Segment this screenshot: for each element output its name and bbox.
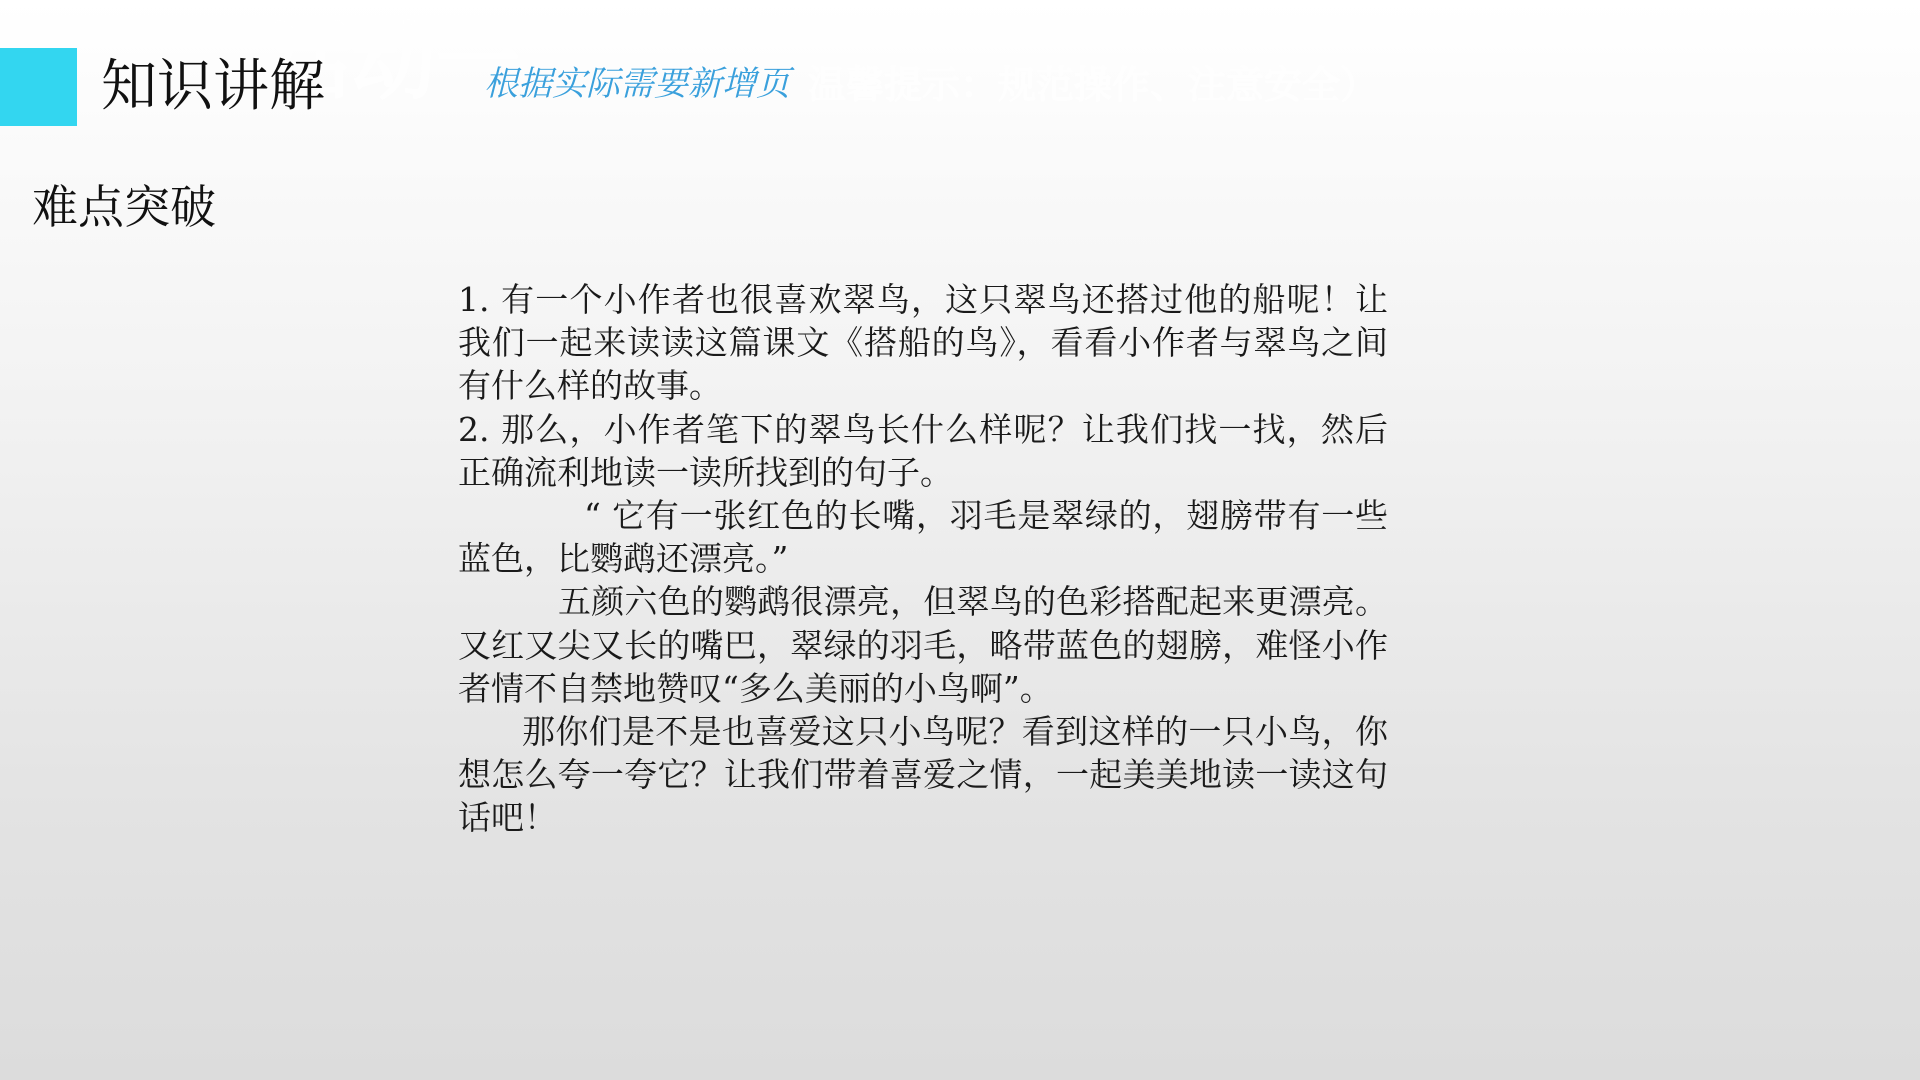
lesson-text [458, 278, 1388, 840]
paragraph-analysis: 五颜六色的鹦鹉很漂亮，但翠鸟的色彩搭配起来更漂亮。又红又尖又长的嘴巴，翠绿的羽毛，略带蓝色的翅膀，难怪小作者情不自禁地赞叹“多么美丽的小鸟啊”。 [458, 582, 1388, 708]
add-page-hint: 根据实际需要新增页 [484, 64, 790, 104]
paragraph-quote: “ 它有一张红色的长嘴，羽毛是翠绿的，翅膀带有一些蓝色，比鹦鹉还漂亮。” [458, 496, 1388, 579]
paragraph-question: 2. 那么，小作者笔下的翠鸟长什么样呢？让我们找一找，然后正确流利地读一读所找到的句子。 [458, 409, 1388, 492]
page-title: 知识讲解 [101, 54, 325, 119]
subsection-title: 难点突破 [32, 180, 216, 234]
accent-bar [0, 48, 77, 126]
background-subtitle: 温馨提示：规范操作、注意安全） [808, 63, 1379, 107]
paragraph-reading-prompt: 那你们是不是也喜爱这只小鸟呢？看到这样的一只小鸟，你想怎么夸一夸它？让我们带着喜爱之情，一起美美地读一读这句话吧！ [458, 712, 1388, 838]
background-title: 活动一 [268, 13, 521, 111]
paragraph-intro: 1. 有一个小作者也很喜欢翠鸟，这只翠鸟还搭过他的船呢！让我们一起来读读这篇课文《搭船的鸟》，看看小作者与翠鸟之间有什么样的故事。 [458, 280, 1388, 406]
